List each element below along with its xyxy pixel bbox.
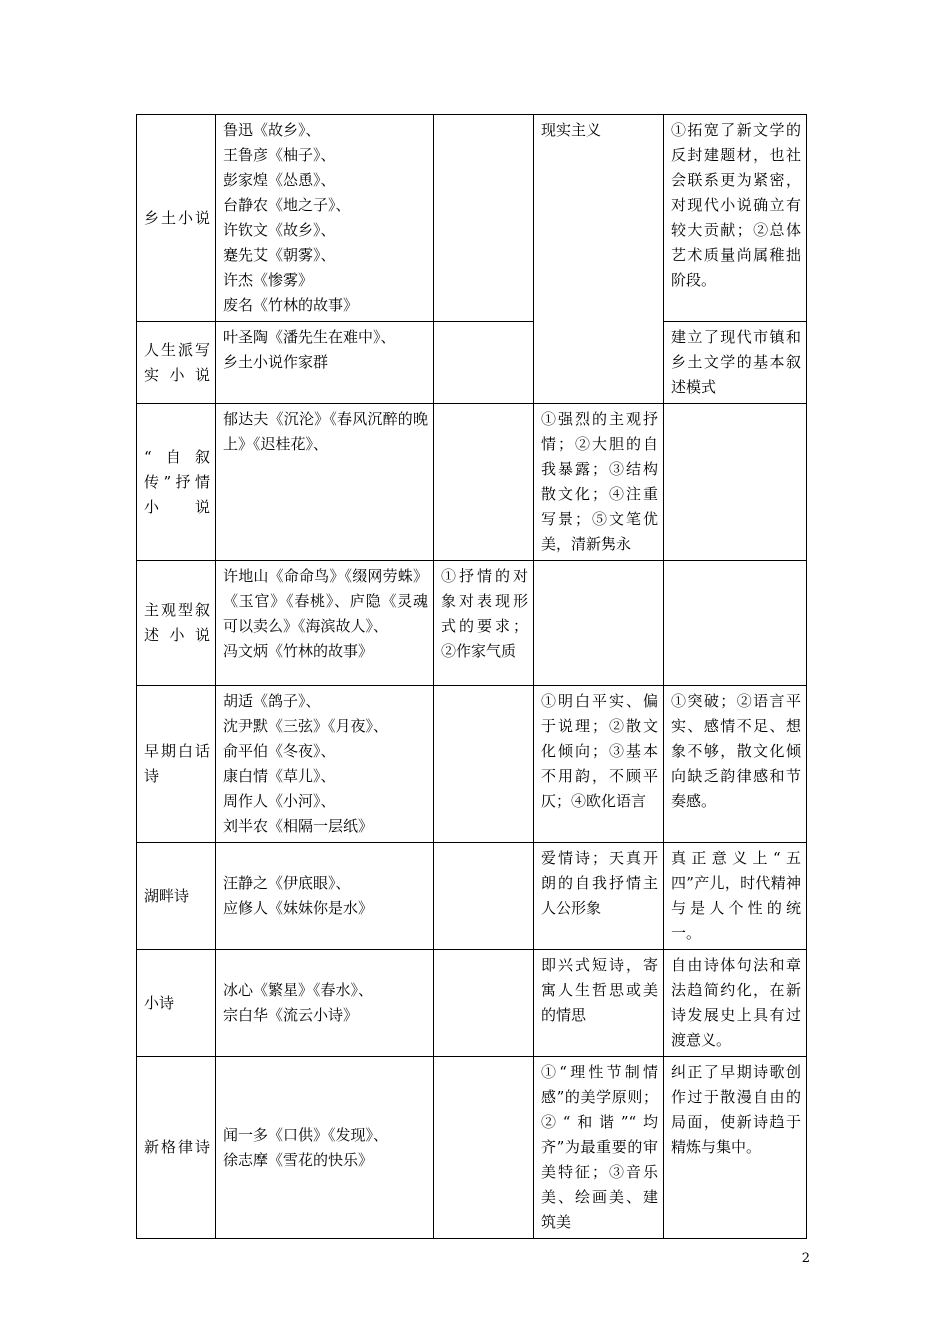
work-line: 庐隐《灵魂可以卖么》《海滨故人》、 xyxy=(223,592,428,635)
work-line: 许钦文《故乡》、 xyxy=(223,221,336,239)
table-row xyxy=(137,561,807,686)
genre-cell: “自叙传”抒情小说 xyxy=(137,404,216,561)
work-line: 鲁迅《故乡》、 xyxy=(223,121,321,139)
work-line: 王鲁彦《柚子》、 xyxy=(223,146,336,164)
work-line: 徐志摩《雪花的快乐》 xyxy=(223,1150,374,1169)
work-line: 乡土小说作家群 xyxy=(223,353,329,371)
work-line: 冰心《繁星》《春水》、 xyxy=(223,981,374,999)
style-cell: ①明白平实、偏于说理；②散文化倾向；③基本不用韵，不顾平仄；④欧化语言 xyxy=(534,686,664,843)
significance-cell: 真正意义上“五四”产儿，时代精神与是人个性的统一。 xyxy=(664,843,807,950)
work-line: 汪静之《伊底眼》、 xyxy=(223,874,351,892)
genre-cell: 小诗 xyxy=(137,950,216,1057)
table-row xyxy=(137,950,807,1057)
work-line: 闻一多《口供》《发现》、 xyxy=(223,1125,389,1144)
features-cell xyxy=(434,115,534,322)
significance-cell: ①拓宽了新文学的反封建题材，也社会联系更为紧密，对现代小说确立有较大贡献；②总体艺术质量尚属稚拙阶段。 xyxy=(664,115,807,322)
features-cell xyxy=(434,404,534,561)
works-cell xyxy=(216,115,434,322)
style-cell: 即兴式短诗，寄寓人生哲思或美的情思 xyxy=(534,950,664,1057)
style-cell: 现实主义 xyxy=(534,115,664,404)
works-cell xyxy=(216,1057,434,1239)
significance-cell: ①突破；②语言平实、感情不足、想象不够，散文化倾向缺乏韵律感和节奏感。 xyxy=(664,686,807,843)
genre-cell: 新格律诗 xyxy=(137,1057,216,1239)
work-line: 应修人《妹妹你是水》 xyxy=(223,899,374,917)
genre-cell: 早期白话诗 xyxy=(137,686,216,843)
style-cell: ①强烈的主观抒情；②大胆的自我暴露；③结构散文化；④注重写景；⑤文笔优美，清新隽永 xyxy=(534,404,664,561)
works-cell xyxy=(216,561,434,686)
style-cell xyxy=(534,561,664,686)
features-cell xyxy=(434,1057,534,1239)
work-line: 胡适《鸽子》、 xyxy=(223,692,321,710)
features-cell xyxy=(434,322,534,404)
work-line: 台静农《地之子》、 xyxy=(223,196,351,214)
table-row xyxy=(137,686,807,843)
work-line: 许地山《命命鸟》《缀网劳蛛》《玉官》《春桃》、 xyxy=(223,567,428,610)
work-line: 康白情《草儿》、 xyxy=(223,767,336,785)
significance-cell xyxy=(664,404,807,561)
significance-cell: 建立了现代市镇和乡土文学的基本叙述模式 xyxy=(664,322,807,404)
table-row xyxy=(137,843,807,950)
genre-cell: 人生派写实小说 xyxy=(137,322,216,404)
work-line: 俞平伯《冬夜》、 xyxy=(223,742,336,760)
works-cell xyxy=(216,686,434,843)
table-row xyxy=(137,322,807,404)
significance-cell: 自由诗体句法和章法趋简约化，在新诗发展史上具有过渡意义。 xyxy=(664,950,807,1057)
features-cell xyxy=(434,950,534,1057)
significance-cell: 纠正了早期诗歌创作过于散漫自由的局面，使新诗趋于精炼与集中。 xyxy=(664,1057,807,1239)
work-line: 周作人《小河》、 xyxy=(223,792,336,810)
features-cell: ①抒情的对象对表现形式的要求；②作家气质 xyxy=(434,561,534,686)
work-line: 叶圣陶《潘先生在难中》、 xyxy=(223,328,396,346)
work-line: 沈尹默《三弦》《月夜》、 xyxy=(223,717,389,735)
work-line: 彭家煌《怂恿》、 xyxy=(223,171,336,189)
table-row xyxy=(137,404,807,561)
style-cell: 爱情诗；天真开朗的自我抒情主人公形象 xyxy=(534,843,664,950)
table-row xyxy=(137,1057,807,1239)
work-line: 废名《竹林的故事》 xyxy=(223,296,359,314)
work-line: 宗白华《流云小诗》 xyxy=(223,1006,359,1024)
style-cell: ①“理性节制情感”的美学原则；②“和谐”“均齐”为最重要的审美特征；③音乐美、绘画美、建筑美 xyxy=(534,1057,664,1239)
works-cell xyxy=(216,843,434,950)
features-cell xyxy=(434,686,534,843)
work-line: 冯文炳《竹林的故事》 xyxy=(223,642,374,660)
work-line: 刘半农《相隔一层纸》 xyxy=(223,817,374,835)
work-line: 蹇先艾《朝雾》、 xyxy=(223,246,336,264)
features-cell xyxy=(434,843,534,950)
work-line: 许杰《惨雾》 xyxy=(223,271,314,289)
page-number: 2 xyxy=(801,1251,810,1266)
genre-cell: 乡土小说 xyxy=(137,115,216,322)
table-row xyxy=(137,115,807,322)
significance-cell xyxy=(664,561,807,686)
genre-cell: 主观型叙述小说 xyxy=(137,561,216,686)
works-cell xyxy=(216,322,434,404)
works-cell: 郁达夫《沉沦》《春风沉醉的晚上》《迟桂花》、 xyxy=(216,404,434,561)
works-cell xyxy=(216,950,434,1057)
literature-table xyxy=(136,114,807,1239)
genre-cell: 湖畔诗 xyxy=(137,843,216,950)
